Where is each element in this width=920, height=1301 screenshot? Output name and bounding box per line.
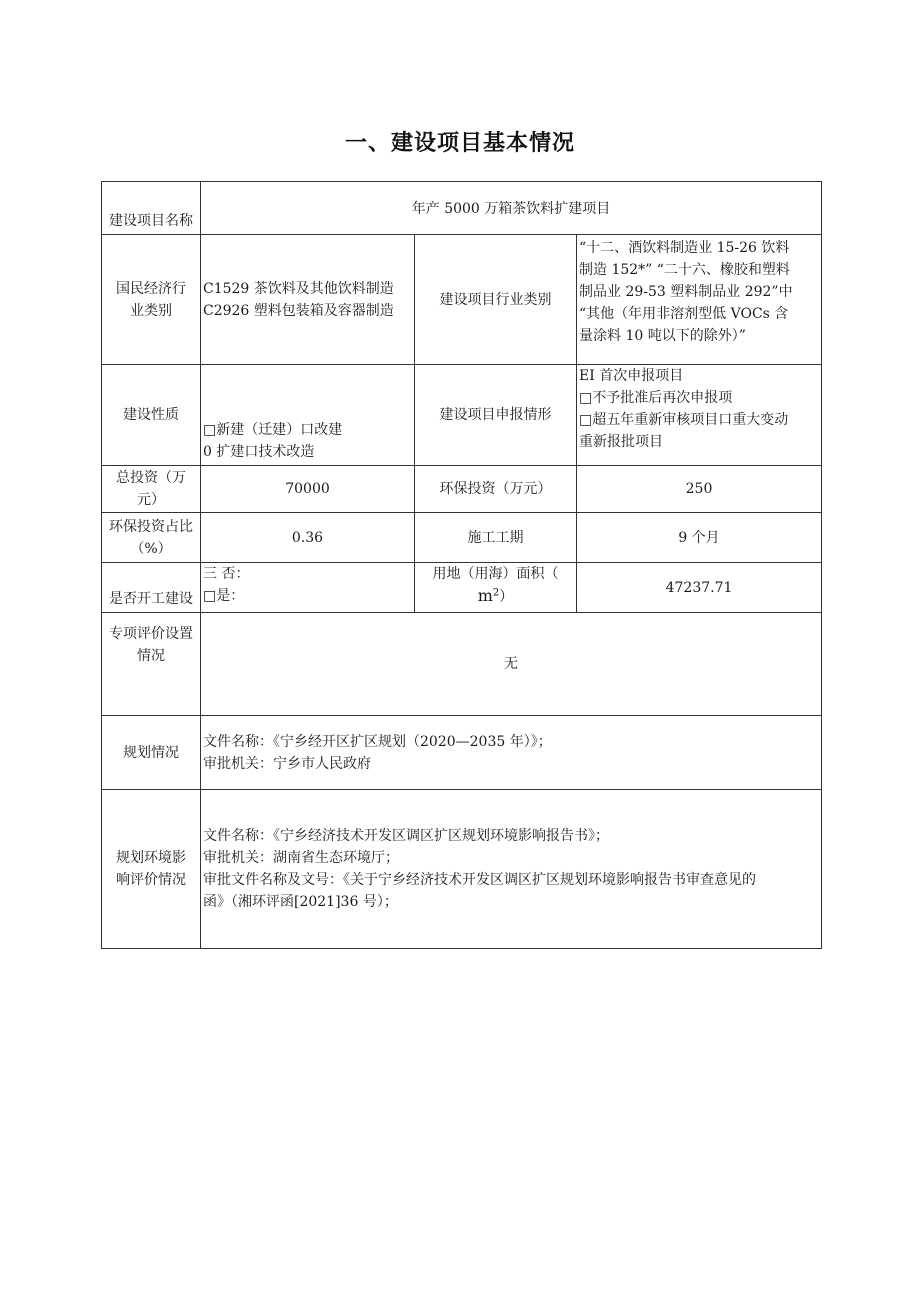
label-planning: [102, 716, 201, 790]
value-project-name: [201, 182, 822, 235]
value-industry-line1: C1529 茶饮料及其他饮料制造: [203, 280, 394, 297]
label-land-area-unit: m: [477, 586, 493, 605]
value-plan-eia: [201, 790, 822, 949]
value-investment-text: 70000: [285, 481, 330, 497]
label-nature: [102, 365, 201, 466]
label-special-evaluation: [102, 613, 201, 716]
value-plan-eia-line: 审批文件名称及文号：《关于宁乡经济技术开发区调区扩区规划环境影响报告书审查意见的: [203, 872, 756, 888]
label-land-area: [415, 563, 577, 613]
label-nature-text: 建设性质: [123, 407, 179, 423]
label-ratio-line2: （%）: [130, 540, 172, 557]
label-land-area-unit-sup: 2: [492, 587, 500, 599]
value-industry-line2: C2926 塑料包装箱及容器制造: [203, 302, 394, 319]
value-planning: [201, 716, 822, 790]
project-info-table: [101, 181, 822, 949]
label-plan-eia-line1: 规划环境影: [116, 850, 186, 866]
label-land-area-paren: ）: [499, 589, 514, 605]
label-industry-line1: 国民经济行: [116, 280, 186, 297]
label-investment: [102, 466, 201, 513]
value-industry-category-line: 制造 152*” “二十六、橡胶和塑料: [579, 262, 790, 278]
label-env-investment-text: 环保投资（万元）: [439, 481, 552, 497]
label-plan-eia-line2: 响评价情况: [116, 872, 186, 888]
value-plan-eia-line: 审批机关：湖南省生态环境厅；: [203, 850, 399, 866]
label-started-text: 是否开工建设: [109, 591, 193, 607]
value-industry-category-line: 制品业 29-53 塑料制品业 292”中: [579, 284, 793, 300]
value-special-evaluation: [201, 613, 822, 716]
value-started-yes: □是：: [203, 588, 245, 604]
label-started: [102, 563, 201, 613]
label-project-name-text: 建设项目名称: [109, 213, 193, 229]
value-special-evaluation-text: 无: [504, 656, 519, 672]
label-plan-eia: [102, 790, 201, 949]
value-planning-authority: 审批机关：宁乡市人民政府: [203, 755, 371, 772]
row-special-evaluation: [102, 613, 822, 716]
row-nature: [102, 365, 822, 466]
value-land-area: [577, 563, 822, 613]
row-industry: [102, 235, 822, 365]
label-construction-period-text: 施工工期: [467, 529, 524, 546]
label-ratio-line1: 环保投资占比: [109, 518, 193, 535]
value-env-investment-text: 250: [685, 481, 713, 497]
value-filing-type-line: □不予批准后再次申报项: [579, 390, 733, 406]
value-planning-file: 文件名称：《宁乡经开区扩区规划（2020—2035 年）》；: [203, 733, 552, 750]
value-plan-eia-line: 文件名称：《宁乡经济技术开发区调区扩区规划环境影响报告书》；: [203, 828, 609, 844]
row-investment: [102, 466, 822, 513]
row-ratio: [102, 513, 822, 563]
value-filing-type-line: 重新报批项目: [579, 434, 663, 450]
value-plan-eia-line: 函》（湘环评函[2021]36 号）；: [203, 894, 398, 910]
value-construction-period-text: 9 个月: [678, 529, 720, 546]
row-project-name: [102, 182, 822, 235]
value-env-investment: [577, 466, 822, 513]
value-industry: [201, 235, 415, 365]
value-industry-category-line: “十二、酒饮料制造业 15-26 饮料: [579, 240, 790, 256]
label-land-area-line2: [415, 585, 576, 608]
label-investment-line1: 总投资（万: [116, 470, 186, 486]
row-started: [102, 563, 822, 613]
label-filing-type: [415, 365, 577, 466]
row-plan-eia: [102, 790, 822, 949]
label-land-area-line1: 用地（用海）面积（: [432, 566, 559, 582]
value-nature-line1: □新建（迁建）口改建: [203, 422, 343, 438]
value-started-no: 三 否：: [203, 566, 250, 582]
value-investment: [201, 466, 415, 513]
value-nature-line2: 0 扩建口技术改造: [203, 444, 315, 460]
value-construction-period: [577, 513, 822, 563]
label-investment-line2: 元）: [137, 492, 165, 508]
label-env-investment: [415, 466, 577, 513]
label-ratio: [102, 513, 201, 563]
label-filing-type-text: 建设项目申报情形: [439, 407, 552, 423]
label-planning-text: 规划情况: [123, 744, 179, 761]
value-land-area-text: 47237.71: [665, 579, 733, 596]
value-filing-type-line: □超五年重新审核项目口重大变动: [579, 412, 789, 428]
page-title: 一、建设项目基本情况: [344, 131, 575, 156]
row-planning: [102, 716, 822, 790]
value-filing-type-line: EI 首次申报项目: [579, 368, 684, 384]
label-industry: [102, 235, 201, 365]
label-project-name: [102, 182, 201, 235]
value-nature: [201, 365, 415, 466]
value-industry-category: [577, 235, 822, 365]
label-construction-period: [415, 513, 577, 563]
value-started: [201, 563, 415, 613]
label-special-evaluation-line1: 专项评价设置: [109, 626, 193, 642]
value-ratio-text: 0.36: [291, 529, 324, 546]
value-ratio: [201, 513, 415, 563]
label-industry-line2: 业类别: [130, 302, 172, 319]
value-industry-category-line: 量涂料 10 吨以下的除外）”: [579, 328, 746, 344]
label-industry-category: [415, 235, 577, 365]
value-filing-type: [577, 365, 822, 466]
label-industry-category-text: 建设项目行业类别: [439, 291, 552, 308]
value-industry-category-line: “其他（年用非溶剂型低 VOCs 含: [579, 306, 789, 322]
label-special-evaluation-line2: 情况: [137, 648, 165, 664]
value-project-name-text: 年产 5000 万箱茶饮料扩建项目: [411, 201, 611, 217]
